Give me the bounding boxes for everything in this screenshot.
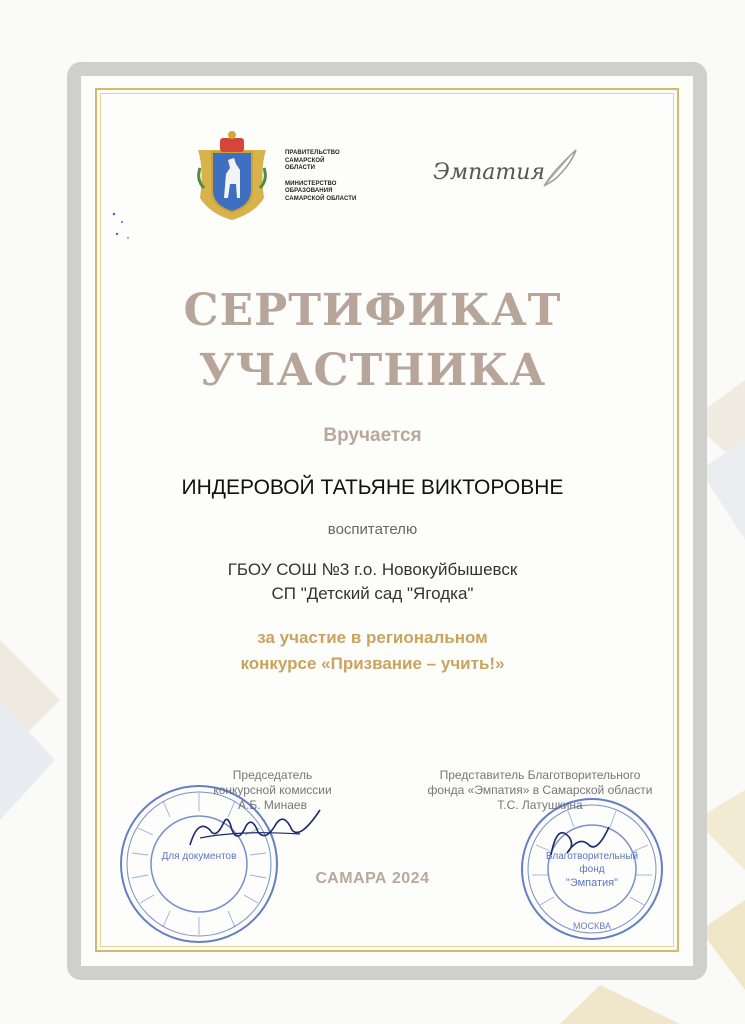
right-signatory-title: Представитель Благотворительного [439,768,641,782]
right-signature [545,815,615,865]
gov-line: САМАРСКОЙ [285,157,325,164]
feather-icon [540,146,580,190]
left-signatory-title: Председатель [232,768,313,782]
certificate-title-line2: УЧАСТНИКА [198,345,547,396]
recipient-name: ИНДЕРОВОЙ ТАТЬЯНЕ ВИКТОРОВНЕ [181,476,564,499]
coat-of-arms-icon [194,128,270,222]
right-signatory-role: фонда «Эмпатия» в Самарской области [427,783,653,797]
reason-line2: конкурсе «Призвание – учить!» [240,654,505,673]
ministry-line: ОБРАЗОВАНИЯ [285,188,333,194]
certificate-title-line1: СЕРТИФИКАТ [183,285,562,336]
ministry-line: САМАРСКОЙ ОБЛАСТИ [285,195,357,202]
school-line1: ГБОУ СОШ №3 г.о. Новокуйбышевск [227,560,518,579]
ink-dots [108,208,138,248]
right-signatory-name: Т.С. Латушкина [497,798,583,812]
awarded-label: Вручается [323,425,422,446]
school-line2: СП "Детский сад "Ягодка" [271,584,474,603]
reason-line1: за участие в региональном [257,628,488,647]
fund-logo-text: Эмпатия [433,160,545,185]
ministry-line: МИНИСТЕРСТВО [285,180,337,187]
left-signatory-role: конкурсной комиссии [213,783,332,797]
left-stamp-text: Для документов [161,851,237,862]
right-stamp-city: МОСКВА [573,921,611,931]
left-signature [180,790,330,860]
government-caption [285,150,375,203]
right-stamp-line2: фонд [579,864,605,875]
city-year: САМАРА 2024 [315,870,430,887]
right-stamp-line1: Благотворительный [545,851,639,862]
gov-line: ПРАВИТЕЛЬСТВО [285,150,340,156]
left-signatory-name: А.Б. Минаев [238,798,307,812]
recipient-position: воспитателю [327,521,418,538]
right-stamp-line3: "Эмпатия" [565,877,619,889]
gov-line: ОБЛАСТИ [285,165,316,171]
